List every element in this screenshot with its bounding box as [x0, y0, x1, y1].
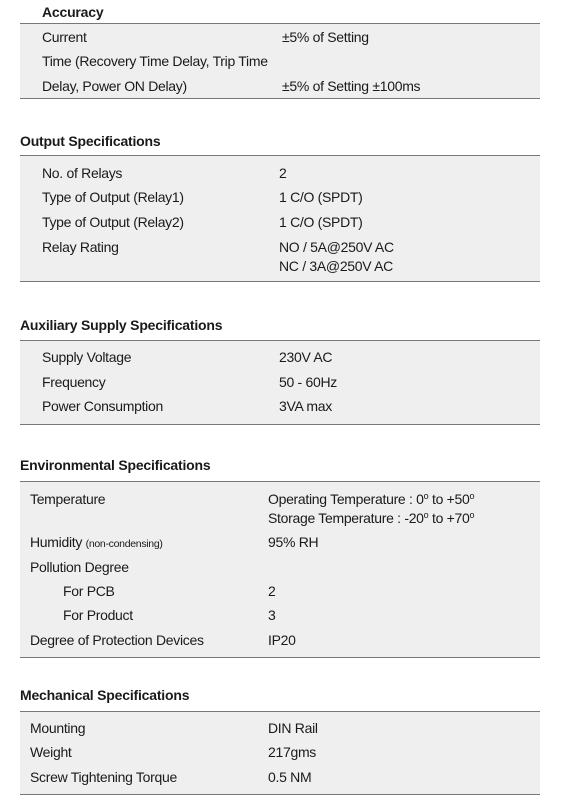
protection-value: IP20 [268, 632, 296, 648]
frequency-label: Frequency [42, 374, 106, 390]
rating-value-nc: NC / 3A@250V AC [279, 258, 393, 274]
output-title: Output Specifications [20, 133, 161, 149]
relay2-value: 1 C/O (SPDT) [279, 214, 363, 230]
mounting-label: Mounting [30, 720, 86, 736]
operating-temperature: Operating Temperature : 0$^o$ to $+50^o$ [268, 491, 475, 507]
pollution-label: Pollution Degree [30, 559, 129, 575]
humidity-note: (non-condensing) [85, 538, 163, 550]
relay1-label: Type of Output (Relay1) [42, 189, 184, 205]
relay1-value: 1 C/O (SPDT) [279, 189, 363, 205]
weight-label: Weight [30, 744, 72, 760]
pcb-label: For PCB [63, 583, 115, 599]
auxiliary-title: Auxiliary Supply Specifications [20, 317, 223, 333]
humidity-value: 95% RH [268, 534, 319, 550]
frequency-value: 50 - 60Hz [279, 374, 337, 390]
supply-voltage-label: Supply Voltage [42, 349, 132, 365]
current-value: ±5% of Setting [282, 29, 369, 45]
environmental-title: Environmental Specifications [20, 457, 211, 473]
storage-temperature: Storage Temperature : -20$^o$ to $+70^o$ [268, 510, 475, 526]
rating-value-no: NO / 5A@250V AC [279, 239, 394, 255]
torque-value: 0.5 NM [268, 769, 312, 785]
product-label: For Product [63, 607, 133, 623]
relays-label: No. of Relays [42, 165, 123, 181]
supply-voltage-value: 230V AC [279, 349, 333, 365]
protection-label: Degree of Protection Devices [30, 632, 204, 648]
time-label-line2: Delay, Power ON Delay) [42, 78, 187, 94]
relay2-label: Type of Output (Relay2) [42, 214, 184, 230]
relays-value: 2 [279, 165, 287, 181]
pcb-value: 2 [268, 583, 276, 599]
time-value: ±5% of Setting ±100ms [282, 78, 421, 94]
temperature-label: Temperature [30, 491, 106, 507]
rating-label: Relay Rating [42, 239, 119, 255]
accuracy-title: Accuracy [42, 4, 104, 20]
power-consumption-label: Power Consumption [42, 398, 163, 414]
power-consumption-value: 3VA max [279, 398, 332, 414]
product-value: 3 [268, 607, 276, 623]
weight-value: 217gms [268, 744, 317, 760]
current-label: Current [42, 29, 87, 45]
mechanical-title: Mechanical Specifications [20, 687, 190, 703]
time-label-line1: Time (Recovery Time Delay, Trip Time [42, 53, 268, 69]
torque-label: Screw Tightening Torque [30, 769, 177, 785]
mounting-value: DIN Rail [268, 720, 318, 736]
humidity-label: Humidity (non-condensing) [30, 534, 163, 550]
